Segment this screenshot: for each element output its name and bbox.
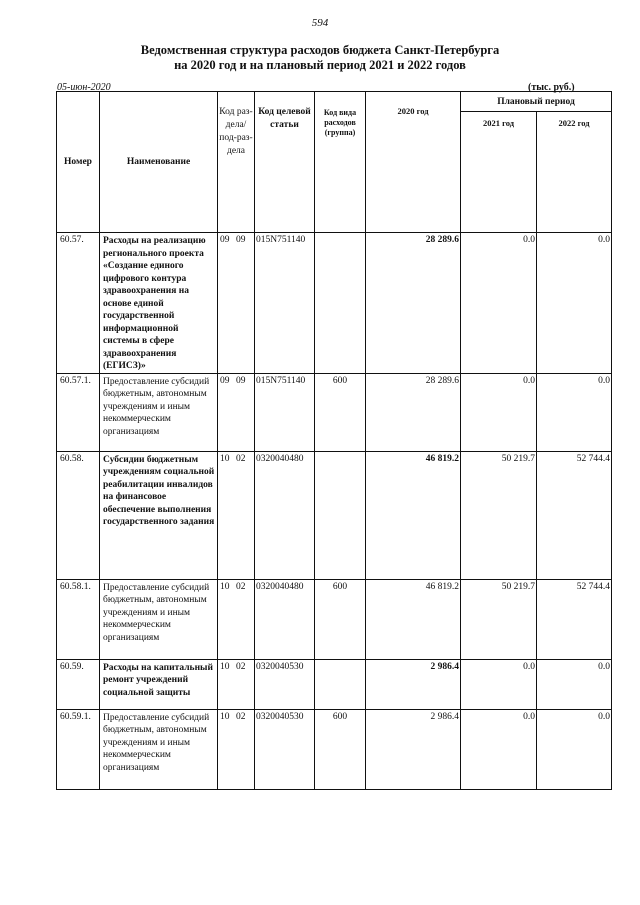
table-row <box>57 659 612 709</box>
row-name: Предоставление субсидий бюджетным, автономным учреждениям и иным некоммерческим организациям <box>100 579 218 659</box>
row-2022: 52 744.4 <box>537 451 612 579</box>
row-section-code <box>218 233 255 374</box>
header-section: Код раз-дела/ под-раз-дела <box>218 92 255 233</box>
table-row <box>57 451 612 579</box>
row-section-code <box>218 373 255 451</box>
header-2021: 2021 год <box>461 112 537 233</box>
row-name: Предоставление субсидий бюджетным, автономным учреждениям и иным некоммерческим организациям <box>100 373 218 451</box>
row-2021: 50 219.7 <box>461 451 537 579</box>
row-2021: 0.0 <box>461 373 537 451</box>
row-2022: 0.0 <box>537 709 612 789</box>
row-2021: 50 219.7 <box>461 579 537 659</box>
row-subsection: 02 <box>236 453 246 464</box>
row-number: 60.59. <box>57 659 100 709</box>
row-name: Расходы на капитальный ремонт учреждений социальной защиты <box>100 659 218 709</box>
row-2021: 0.0 <box>461 659 537 709</box>
row-2022: 0.0 <box>537 233 612 374</box>
table-row <box>57 233 612 374</box>
row-2020: 46 819.2 <box>366 579 461 659</box>
row-number: 60.57. <box>57 233 100 374</box>
row-2021: 0.0 <box>461 233 537 374</box>
row-subsection: 09 <box>236 375 246 386</box>
row-kind <box>315 233 366 374</box>
row-section-code <box>218 579 255 659</box>
row-section: 09 <box>220 235 230 245</box>
row-2020: 28 289.6 <box>366 373 461 451</box>
row-section: 10 <box>220 581 230 592</box>
table-row <box>57 373 612 451</box>
row-target: 015N751140 <box>255 233 315 374</box>
row-name: Предоставление субсидий бюджетным, автономным учреждениям и иным некоммерческим организациям <box>100 709 218 789</box>
row-subsection: 02 <box>236 581 246 592</box>
header-plan-period: Плановый период <box>461 92 612 112</box>
row-2020: 2 986.4 <box>366 659 461 709</box>
row-2022: 52 744.4 <box>537 579 612 659</box>
header-number: Номер <box>57 92 100 233</box>
row-2020: 2 986.4 <box>366 709 461 789</box>
row-number: 60.57.1. <box>57 373 100 451</box>
header-target: Код целевой статьи <box>255 92 315 233</box>
table-row <box>57 579 612 659</box>
header-name: Наименование <box>100 92 218 233</box>
row-target: 015N751140 <box>255 373 315 451</box>
row-2021: 0.0 <box>461 709 537 789</box>
row-2022: 0.0 <box>537 373 612 451</box>
row-kind: 600 <box>315 709 366 789</box>
row-subsection: 02 <box>236 711 246 722</box>
row-kind <box>315 659 366 709</box>
row-section: 10 <box>220 661 230 672</box>
row-name: Субсидии бюджетным учреждениям социальной реабилитации инвалидов на финансовое обеспечение выполнения государственного задания <box>100 451 218 579</box>
table-row <box>57 709 612 789</box>
row-target: 0320040480 <box>255 451 315 579</box>
title-line-2: на 2020 год и на плановый период 2021 и 2022 годов <box>174 58 466 72</box>
header-kind: Код вида расходов (группа) <box>315 92 366 233</box>
row-subsection: 09 <box>236 235 246 245</box>
row-subsection: 02 <box>236 661 246 672</box>
header-2020: 2020 год <box>366 92 461 233</box>
document-title <box>0 43 640 73</box>
units-label: (тыс. руб.) <box>528 82 575 93</box>
row-2020: 46 819.2 <box>366 451 461 579</box>
row-number: 60.58. <box>57 451 100 579</box>
header-2022: 2022 год <box>537 112 612 233</box>
title-line-1: Ведомственная структура расходов бюджета Санкт-Петербурга <box>140 43 500 57</box>
row-2020: 28 289.6 <box>366 233 461 374</box>
row-number: 60.58.1. <box>57 579 100 659</box>
row-section-code <box>218 451 255 579</box>
document-date: 05-июн-2020 <box>57 82 111 93</box>
page-number: 594 <box>311 17 329 29</box>
row-section: 09 <box>220 375 230 386</box>
row-section-code <box>218 659 255 709</box>
row-kind: 600 <box>315 579 366 659</box>
row-2022: 0.0 <box>537 659 612 709</box>
row-kind: 600 <box>315 373 366 451</box>
row-target: 0320040530 <box>255 709 315 789</box>
row-target: 0320040480 <box>255 579 315 659</box>
row-section: 10 <box>220 453 230 464</box>
row-target: 0320040530 <box>255 659 315 709</box>
row-kind <box>315 451 366 579</box>
row-name: Расходы на реализацию регионального проекта «Создание единого цифрового контура здравоохранения на основе единой государственной информационной системы в сфере здравоохранения (ЕГИСЗ)» <box>100 233 218 374</box>
row-section: 10 <box>220 711 230 722</box>
row-section-code <box>218 709 255 789</box>
expenditure-table <box>56 91 612 790</box>
row-number: 60.59.1. <box>57 709 100 789</box>
